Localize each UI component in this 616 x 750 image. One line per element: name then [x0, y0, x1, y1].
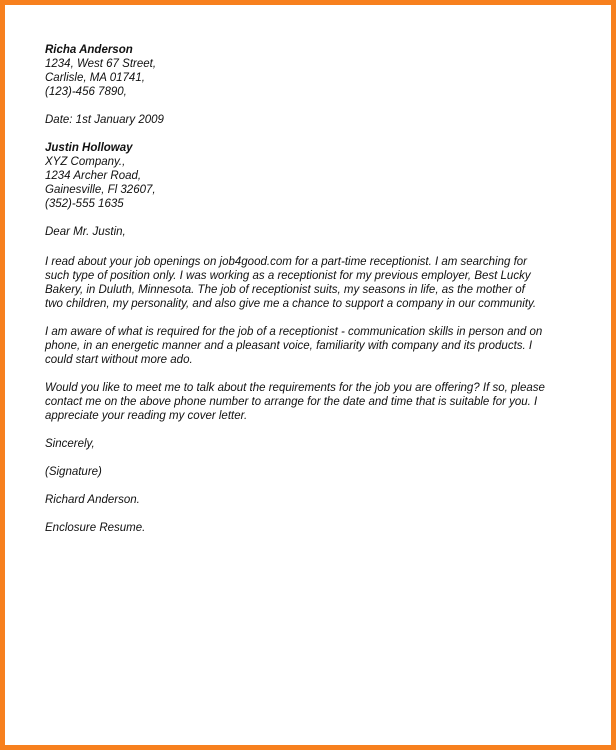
signature-placeholder: (Signature) — [45, 466, 102, 478]
sender-block — [45, 43, 575, 99]
signer-name: Richard Anderson. — [45, 494, 140, 506]
recipient-address-line2: Gainesville, Fl 32607, — [45, 184, 156, 196]
spacer — [45, 239, 575, 255]
salutation: Dear Mr. Justin, — [45, 226, 126, 238]
paragraph-line: Would you like to meet me to talk about the requirements for the job you are offering? If so, please — [45, 382, 545, 394]
paragraph-line: I am aware of what is required for the job of a receptionist - communication skills in person and on — [45, 326, 543, 338]
spacer — [45, 99, 575, 113]
spacer — [45, 211, 575, 225]
spacer — [45, 311, 575, 325]
spacer — [45, 451, 575, 465]
recipient-phone: (352)-555 1635 — [45, 198, 124, 210]
spacer — [45, 507, 575, 521]
recipient-company: XYZ Company., — [45, 156, 126, 168]
enclosure-note: Enclosure Resume. — [45, 522, 146, 534]
spacer — [45, 423, 575, 437]
sender-phone: (123)-456 7890, — [45, 86, 127, 98]
paragraph-line: I read about your job openings on job4good.com for a part-time receptionist. I am searching for — [45, 256, 527, 268]
spacer — [45, 367, 575, 381]
spacer — [45, 479, 575, 493]
recipient-name: Justin Holloway — [45, 142, 133, 154]
sender-address-line1: 1234, West 67 Street, — [45, 58, 157, 70]
paragraph-line: phone, in an energetic manner and a pleasant voice, familiarity with company and its products. I — [45, 340, 533, 352]
recipient-address-line1: 1234 Archer Road, — [45, 170, 142, 182]
paragraph-line: appreciate your reading my cover letter. — [45, 410, 248, 422]
paragraph-line: could start without more ado. — [45, 354, 193, 366]
body-paragraph-2 — [45, 325, 575, 367]
letter-date: Date: 1st January 2009 — [45, 114, 164, 126]
recipient-block — [45, 141, 575, 211]
closing: Sincerely, — [45, 438, 95, 450]
paragraph-line: two children, my personality, and also give me a chance to support a company in our community. — [45, 298, 537, 310]
paragraph-line: Bakery, in Duluth, Minnesota. The job of receptionist suits, my seasons in life, as the mother of — [45, 284, 525, 296]
sender-address-line2: Carlisle, MA 01741, — [45, 72, 145, 84]
paragraph-line: such type of position only. I was working as a receptionist for my previous employer, Best Lucky — [45, 270, 531, 282]
body-paragraph-3 — [45, 381, 575, 423]
body-paragraph-1 — [45, 255, 575, 311]
sender-name: Richa Anderson — [45, 44, 133, 56]
spacer — [45, 127, 575, 141]
cover-letter — [45, 43, 575, 535]
paragraph-line: contact me on the above phone number to arrange for the date and time that is suitable for you. I — [45, 396, 538, 408]
